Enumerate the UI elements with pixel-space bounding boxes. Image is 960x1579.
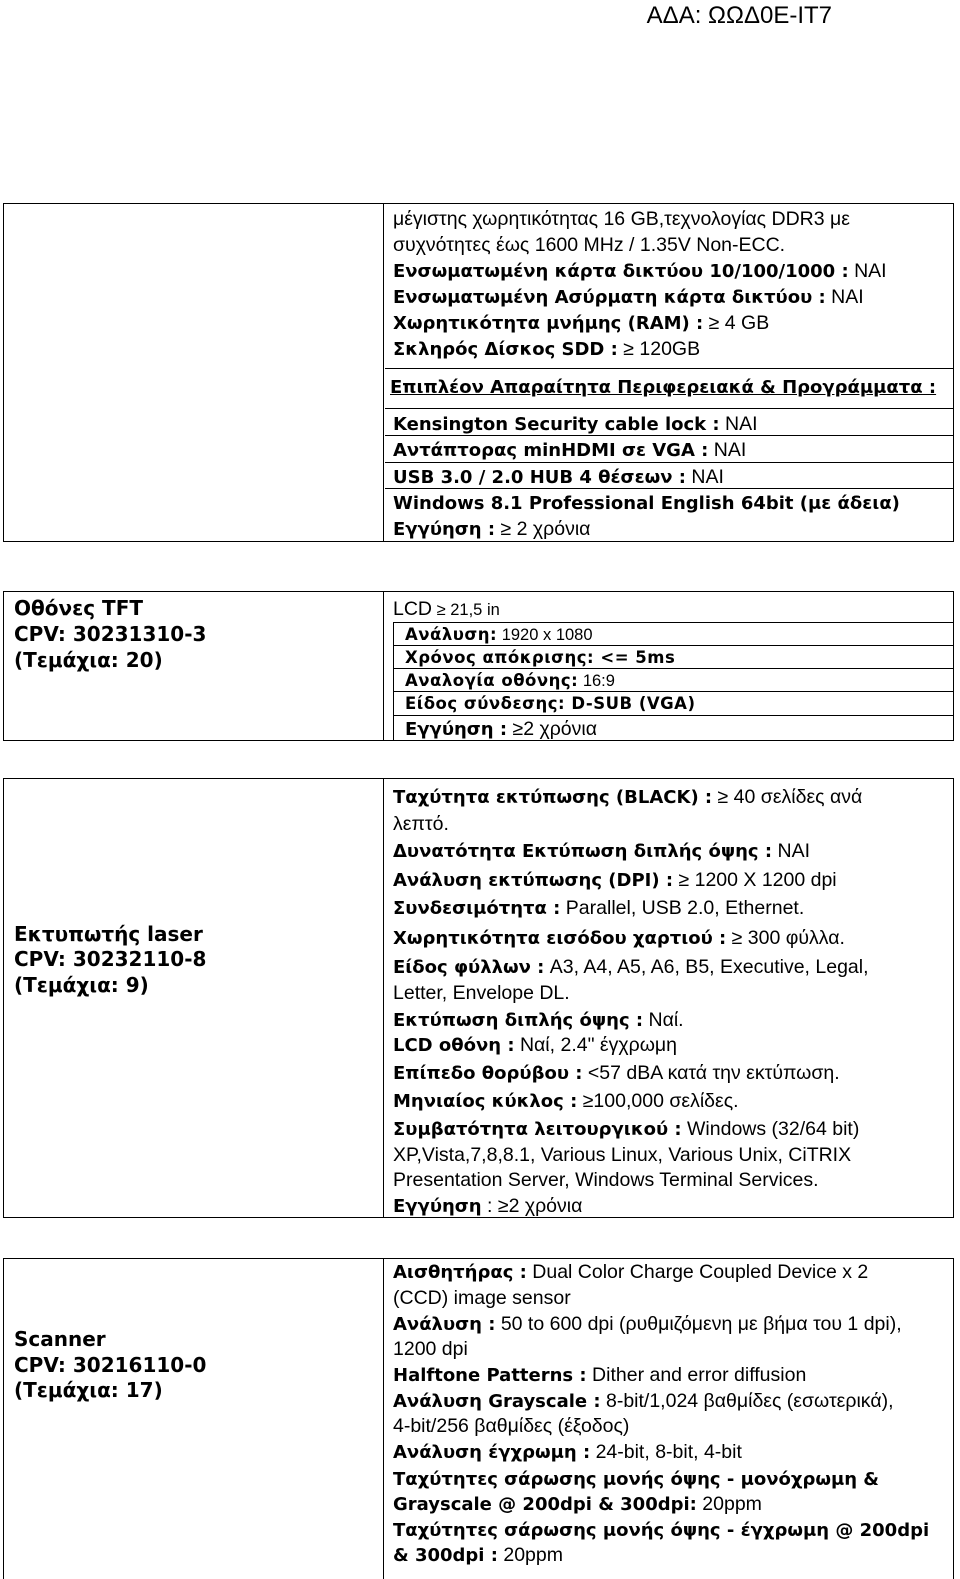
- spec-line: Αισθητήρας : Dual Color Charge Coupled Device x 2: [393, 1261, 869, 1283]
- spec-line: Ενσωματωμένη Ασύρματη κάρτα δικτύου : ΝΑΙ: [393, 286, 864, 308]
- monitor-category-cell: [4, 592, 384, 740]
- category-cpv: CPV: 30231310-3: [14, 622, 207, 646]
- spec-line: Presentation Server, Windows Terminal Services.: [393, 1169, 819, 1191]
- spec-line: LCD οθόνη : Ναί, 2.4" έγχρωμη: [393, 1034, 677, 1056]
- spec-line: Ενσωματωμένη κάρτα δικτύου 10/100/1000 : ΝΑΙ: [393, 260, 887, 282]
- peripherals-heading: Επιπλέον Απαραίτητα Περιφερειακά & Προγράμματα :: [390, 377, 937, 398]
- scanner-spec-cell: [385, 1259, 953, 1579]
- printer-spec-table: [3, 778, 954, 1218]
- pc-spec-table: [3, 203, 954, 542]
- spec-line: Είδος φύλλων : A3, A4, A5, A6, B5, Executive, Legal,: [393, 956, 869, 978]
- spec-line: Ταχύτητα εκτύπωσης (BLACK) : ≥ 40 σελίδες ανά: [393, 786, 863, 808]
- category-title: Εκτυπωτής laser: [14, 922, 203, 946]
- spec-line: Grayscale @ 200dpi & 300dpi: 20ppm: [393, 1493, 762, 1515]
- monitor-spec-subtable: [393, 622, 953, 740]
- spec-line: XP,Vista,7,8,8.1, Various Linux, Various Unix, CiTRIX: [393, 1144, 852, 1166]
- spec-line: (CCD) image sensor: [393, 1287, 571, 1309]
- category-quantity: (Τεμάχια: 9): [14, 973, 149, 997]
- pc-category-cell: [4, 204, 384, 541]
- spec-line: 4-bit/256 βαθμίδες (έξοδος): [393, 1415, 630, 1437]
- spec-line: Επίπεδο θορύβου : <57 dBA κατά την εκτύπωση.: [393, 1062, 840, 1084]
- spec-line: Χωρητικότητα μνήμης (RAM) : ≥ 4 GB: [393, 312, 770, 334]
- spec-line: λεπτό.: [393, 813, 449, 835]
- peripheral-line: USB 3.0 / 2.0 HUB 4 θέσεων : ΝΑΙ: [393, 466, 724, 488]
- monitor-spec-table: [3, 591, 954, 741]
- spec-line: & 300dpi : 20ppm: [393, 1544, 563, 1566]
- spec-line: Είδος σύνδεσης: D-SUB (VGA): [405, 694, 696, 713]
- spec-line: Σκληρός Δίσκος SDD : ≥ 120GB: [393, 338, 701, 360]
- peripheral-line: Αντάπτορας minHDMI σε VGA : ΝΑΙ: [393, 439, 747, 461]
- category-quantity: (Τεμάχια: 17): [14, 1378, 163, 1402]
- pc-spec-cell: [385, 204, 953, 541]
- spec-line: 1200 dpi: [393, 1338, 468, 1360]
- peripheral-line: Kensington Security cable lock : ΝΑΙ: [393, 413, 758, 435]
- spec-line: Συμβατότητα λειτουργικού : Windows (32/64 bit): [393, 1118, 860, 1140]
- spec-line: LCD ≥ 21,5 in: [393, 598, 500, 620]
- spec-line: Χρόνος απόκρισης: <= 5ms: [405, 648, 676, 667]
- spec-line: Χωρητικότητα εισόδου χαρτιού : ≥ 300 φύλλα.: [393, 927, 845, 949]
- row-divider: [385, 408, 953, 409]
- spec-line: Συνδεσιμότητα : Parallel, USB 2.0, Ethernet.: [393, 897, 805, 919]
- ada-code: ΑΔΑ: ΩΩΔ0Ε-ΙΤ7: [646, 2, 832, 29]
- spec-line: μέγιστης χωρητικότητας 16 GB,τεχνολογίας DDR3 με: [393, 208, 850, 230]
- spec-line: Ανάλυση Grayscale : 8-bit/1,024 βαθμίδες (εσωτερικά),: [393, 1390, 894, 1412]
- row-divider: [385, 368, 953, 369]
- warranty-line: Εγγύηση : ≥ 2 χρόνια: [393, 518, 591, 540]
- spec-line: Halftone Patterns : Dither and error diffusion: [393, 1364, 807, 1386]
- scanner-spec-table: [3, 1258, 954, 1579]
- row-divider: [385, 488, 953, 489]
- spec-line: Εκτύπωση διπλής όψης : Ναί.: [393, 1009, 684, 1031]
- row-divider: [385, 435, 953, 436]
- spec-line: Ταχύτητες σάρωσης μονής όψης - έγχρωμη @ 200dpi: [393, 1520, 930, 1541]
- category-title: Οθόνες TFT: [14, 596, 144, 620]
- scanner-category-cell: [4, 1259, 384, 1579]
- category-title: Scanner: [14, 1327, 106, 1351]
- spec-line: Μηνιαίος κύκλος : ≥100,000 σελίδες.: [393, 1090, 739, 1112]
- spec-line: Ανάλυση: 1920 x 1080: [405, 625, 593, 644]
- spec-line: συχνότητες έως 1600 MHz / 1.35V Non-ECC.: [393, 234, 786, 256]
- spec-line: Ανάλυση έγχρωμη : 24-bit, 8-bit, 4-bit: [393, 1441, 742, 1463]
- printer-category-cell: [4, 779, 384, 1217]
- spec-line: Ανάλυση εκτύπωσης (DPI) : ≥ 1200 X 1200 dpi: [393, 869, 837, 891]
- spec-line: Ανάλυση : 50 to 600 dpi (ρυθμιζόμενη με βήμα του 1 dpi),: [393, 1313, 902, 1335]
- printer-spec-cell: [385, 779, 953, 1217]
- category-cpv: CPV: 30232110-8: [14, 947, 207, 971]
- warranty-line: Εγγύηση : ≥2 χρόνια: [405, 718, 598, 740]
- spec-line: Δυνατότητα Εκτύπωση διπλής όψης : ΝΑΙ: [393, 840, 811, 862]
- spec-line: Ταχύτητες σάρωσης μονής όψης - μονόχρωμη &: [393, 1469, 880, 1490]
- spec-line: Letter, Envelope DL.: [393, 982, 570, 1004]
- category-cpv: CPV: 30216110-0: [14, 1353, 207, 1377]
- category-quantity: (Τεμάχια: 20): [14, 648, 163, 672]
- spec-line: Αναλογία οθόνης: 16:9: [405, 671, 615, 690]
- warranty-line: Εγγύηση : ≥2 χρόνια: [393, 1195, 583, 1217]
- peripheral-line: Windows 8.1 Professional English 64bit (με άδεια): [393, 493, 900, 514]
- monitor-spec-cell: [385, 592, 953, 740]
- row-divider: [385, 462, 953, 463]
